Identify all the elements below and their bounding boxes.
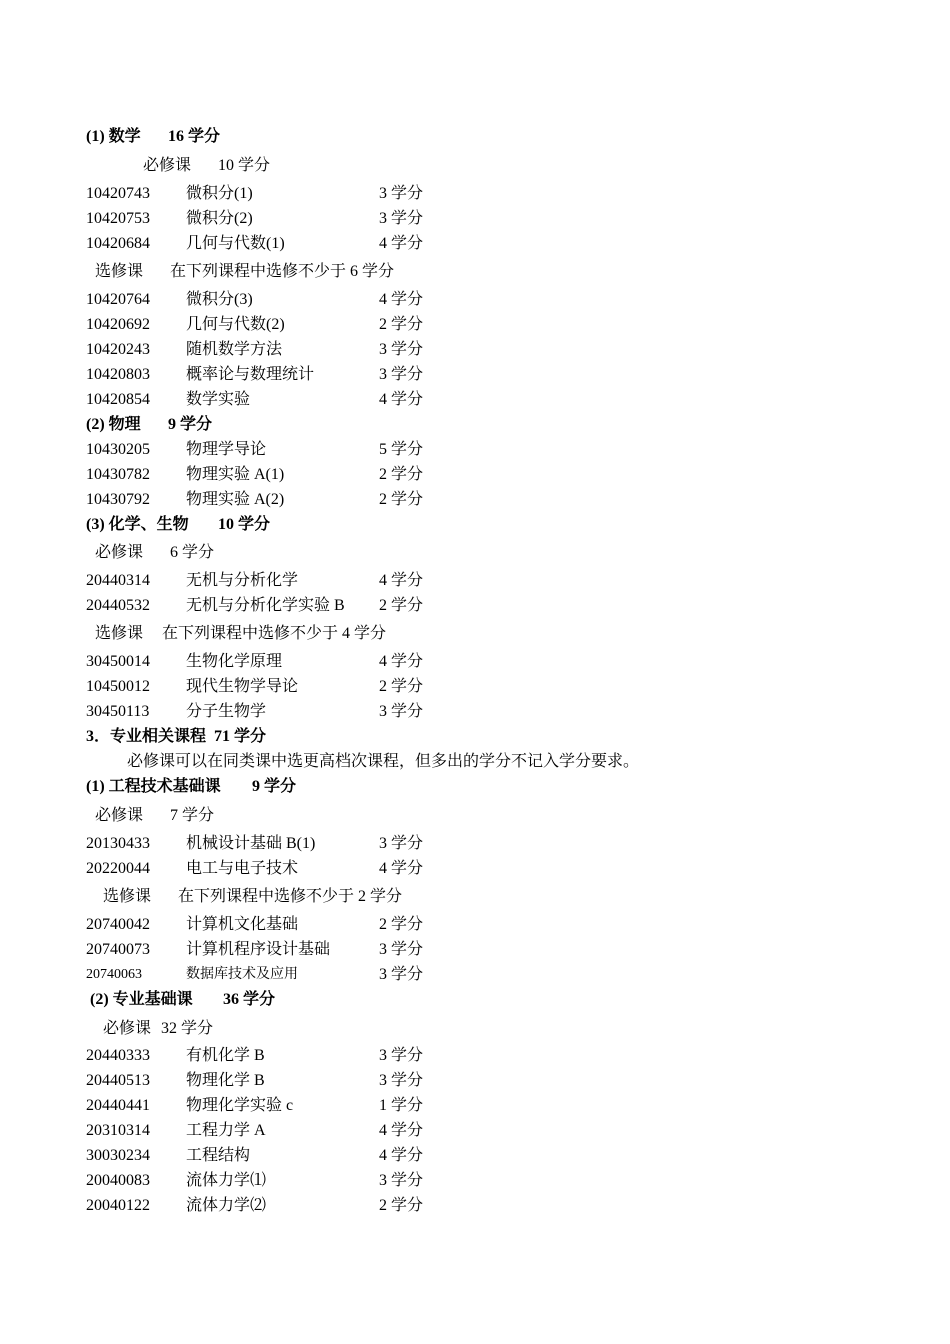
course-code: 10430792 [86, 491, 150, 508]
required-label: 必修课 [103, 1020, 152, 1037]
course-name: 物理化学实验 c [186, 1097, 294, 1114]
course-credit: 3 学分 [379, 835, 424, 852]
required-label: 必修课 [95, 544, 144, 561]
course-credit: 3 学分 [379, 185, 424, 202]
course-name: 机械设计基础 B(1) [186, 835, 316, 852]
required-credit: 10 学分 [218, 157, 271, 174]
course-credit: 4 学分 [379, 572, 424, 589]
course-code: 20440532 [86, 597, 150, 614]
section-heading-credit: 36 学分 [223, 991, 276, 1008]
course-row [0, 700, 424, 724]
course-code: 20440441 [86, 1097, 150, 1114]
section-heading-chem-bio [0, 513, 271, 537]
required-label: 必修课 [143, 157, 192, 174]
course-credit: 2 学分 [379, 316, 424, 333]
elective-label: 选修课 [95, 263, 144, 280]
required-label: 必修课 [95, 807, 144, 824]
course-row [0, 207, 424, 231]
course-code: 20440513 [86, 1072, 150, 1089]
course-name: 微积分(2) [186, 210, 253, 227]
course-name: 工程力学 A [186, 1122, 266, 1139]
section-heading-eng-basic [0, 775, 297, 799]
course-name: 数据库技术及应用 [186, 967, 298, 982]
section-heading-label: (2) 专业基础课 [90, 991, 193, 1008]
course-row [0, 313, 424, 337]
course-row [0, 1119, 424, 1143]
course-code: 10420743 [86, 185, 150, 202]
course-name: 数学实验 [186, 391, 251, 408]
course-code: 10430782 [86, 466, 150, 483]
elective-note: 在下列课程中选修不少于 2 学分 [178, 888, 403, 905]
required-credit: 32 学分 [161, 1020, 214, 1037]
major-heading-text: 3．专业相关课程 71 学分 [86, 728, 267, 745]
course-credit: 4 学分 [379, 860, 424, 877]
course-code: 20040122 [86, 1197, 150, 1214]
course-name: 流体力学⑵ [186, 1197, 267, 1214]
course-row [0, 675, 424, 699]
course-name: 计算机程序设计基础 [186, 941, 331, 958]
course-credit: 3 学分 [379, 703, 424, 720]
course-credit: 2 学分 [379, 491, 424, 508]
course-credit: 1 学分 [379, 1097, 424, 1114]
course-code: 20740063 [86, 967, 142, 982]
course-credit: 3 学分 [379, 941, 424, 958]
course-code: 30450113 [86, 703, 150, 720]
course-credit: 2 学分 [379, 1197, 424, 1214]
course-name: 随机数学方法 [186, 341, 283, 358]
section-heading-credit: 16 学分 [168, 128, 221, 145]
course-credit: 4 学分 [379, 1147, 424, 1164]
course-row [0, 857, 424, 881]
section-heading-label: (3) 化学、生物 [86, 516, 189, 533]
course-code: 20310314 [86, 1122, 150, 1139]
course-credit: 2 学分 [379, 916, 424, 933]
course-code: 30030234 [86, 1147, 150, 1164]
elective-note: 在下列课程中选修不少于 6 学分 [170, 263, 395, 280]
course-credit: 2 学分 [379, 597, 424, 614]
course-row [0, 1169, 424, 1193]
course-name: 分子生物学 [186, 703, 267, 720]
course-code: 10420753 [86, 210, 150, 227]
course-row [0, 338, 424, 362]
section-heading-math [0, 125, 221, 149]
section-heading-label: (1) 工程技术基础课 [86, 778, 221, 795]
required-label-row [0, 154, 271, 178]
course-credit: 3 学分 [379, 966, 424, 983]
major-note-row [0, 750, 640, 774]
course-name: 微积分(1) [186, 185, 253, 202]
course-code: 10420243 [86, 341, 150, 358]
course-row [0, 363, 424, 387]
course-name: 现代生物学导论 [186, 678, 299, 695]
course-row [0, 832, 424, 856]
elective-note: 在下列课程中选修不少于 4 学分 [162, 625, 387, 642]
course-name: 流体力学⑴ [186, 1172, 267, 1189]
course-credit: 4 学分 [379, 391, 424, 408]
course-name: 几何与代数(1) [186, 235, 285, 252]
required-label-row [0, 1017, 214, 1041]
course-code: 10420764 [86, 291, 150, 308]
course-code: 20740073 [86, 941, 150, 958]
course-credit: 2 学分 [379, 466, 424, 483]
course-credit: 3 学分 [379, 210, 424, 227]
course-credit: 3 学分 [379, 1172, 424, 1189]
course-credit: 2 学分 [379, 678, 424, 695]
course-name: 物理化学 B [186, 1072, 265, 1089]
course-code: 20130433 [86, 835, 150, 852]
course-credit: 4 学分 [379, 653, 424, 670]
course-code: 20220044 [86, 860, 150, 877]
section-heading-credit: 9 学分 [168, 416, 213, 433]
elective-label-row [0, 622, 387, 646]
course-code: 10430205 [86, 441, 150, 458]
section-heading-credit: 10 学分 [218, 516, 271, 533]
course-name: 物理实验 A(2) [186, 491, 285, 508]
major-heading [0, 725, 267, 749]
course-credit: 4 学分 [379, 291, 424, 308]
course-code: 10420684 [86, 235, 150, 252]
course-credit: 3 学分 [379, 1047, 424, 1064]
course-credit: 3 学分 [379, 341, 424, 358]
course-credit: 3 学分 [379, 1072, 424, 1089]
course-name: 概率论与数理统计 [186, 366, 315, 383]
course-row [0, 594, 424, 618]
course-code: 20440314 [86, 572, 150, 589]
section-heading-label: (1) 数学 [86, 128, 141, 145]
course-code: 10420803 [86, 366, 150, 383]
course-code: 20440333 [86, 1047, 150, 1064]
section-heading-credit: 9 学分 [252, 778, 297, 795]
course-row [0, 488, 424, 512]
course-name: 无机与分析化学 [186, 572, 299, 589]
major-note: 必修课可以在同类课中选更高档次课程，但多出的学分不记入学分要求。 [127, 753, 640, 770]
elective-label-row [0, 260, 395, 284]
course-credit: 4 学分 [379, 1122, 424, 1139]
course-name: 工程结构 [186, 1147, 251, 1164]
section-heading-prof-basic [0, 988, 276, 1012]
course-name: 计算机文化基础 [186, 916, 299, 933]
course-name: 物理学导论 [186, 441, 267, 458]
required-credit: 6 学分 [170, 544, 215, 561]
course-row [0, 913, 424, 937]
course-name: 物理实验 A(1) [186, 466, 285, 483]
required-label-row [0, 541, 215, 565]
course-code: 10420692 [86, 316, 150, 333]
course-row [0, 569, 424, 593]
elective-label-row [0, 885, 403, 909]
section-heading-label: (2) 物理 [86, 416, 141, 433]
course-row [0, 388, 424, 412]
elective-label: 选修课 [103, 888, 152, 905]
course-row [0, 1069, 424, 1093]
course-code: 30450014 [86, 653, 150, 670]
course-row [0, 938, 424, 962]
course-code: 20740042 [86, 916, 150, 933]
course-row [0, 182, 424, 206]
section-heading-physics [0, 413, 213, 437]
course-credit: 5 学分 [379, 441, 424, 458]
course-code: 10450012 [86, 678, 150, 695]
course-row [0, 1144, 424, 1168]
course-name: 电工与电子技术 [186, 860, 299, 877]
course-code: 10420854 [86, 391, 150, 408]
course-row [0, 1194, 424, 1218]
course-credit: 4 学分 [379, 235, 424, 252]
course-name: 微积分(3) [186, 291, 253, 308]
required-label-row [0, 804, 215, 828]
course-row [0, 1094, 424, 1118]
course-row [0, 232, 424, 256]
course-row [0, 463, 424, 487]
course-name: 生物化学原理 [186, 653, 283, 670]
course-row [0, 650, 424, 674]
course-name: 几何与代数(2) [186, 316, 285, 333]
course-row [0, 438, 424, 462]
course-row [0, 963, 424, 987]
course-row [0, 288, 424, 312]
course-code: 20040083 [86, 1172, 150, 1189]
elective-label: 选修课 [95, 625, 144, 642]
course-row [0, 1044, 424, 1068]
course-credit: 3 学分 [379, 366, 424, 383]
course-name: 无机与分析化学实验 B [186, 597, 345, 614]
required-credit: 7 学分 [170, 807, 215, 824]
course-name: 有机化学 B [186, 1047, 265, 1064]
